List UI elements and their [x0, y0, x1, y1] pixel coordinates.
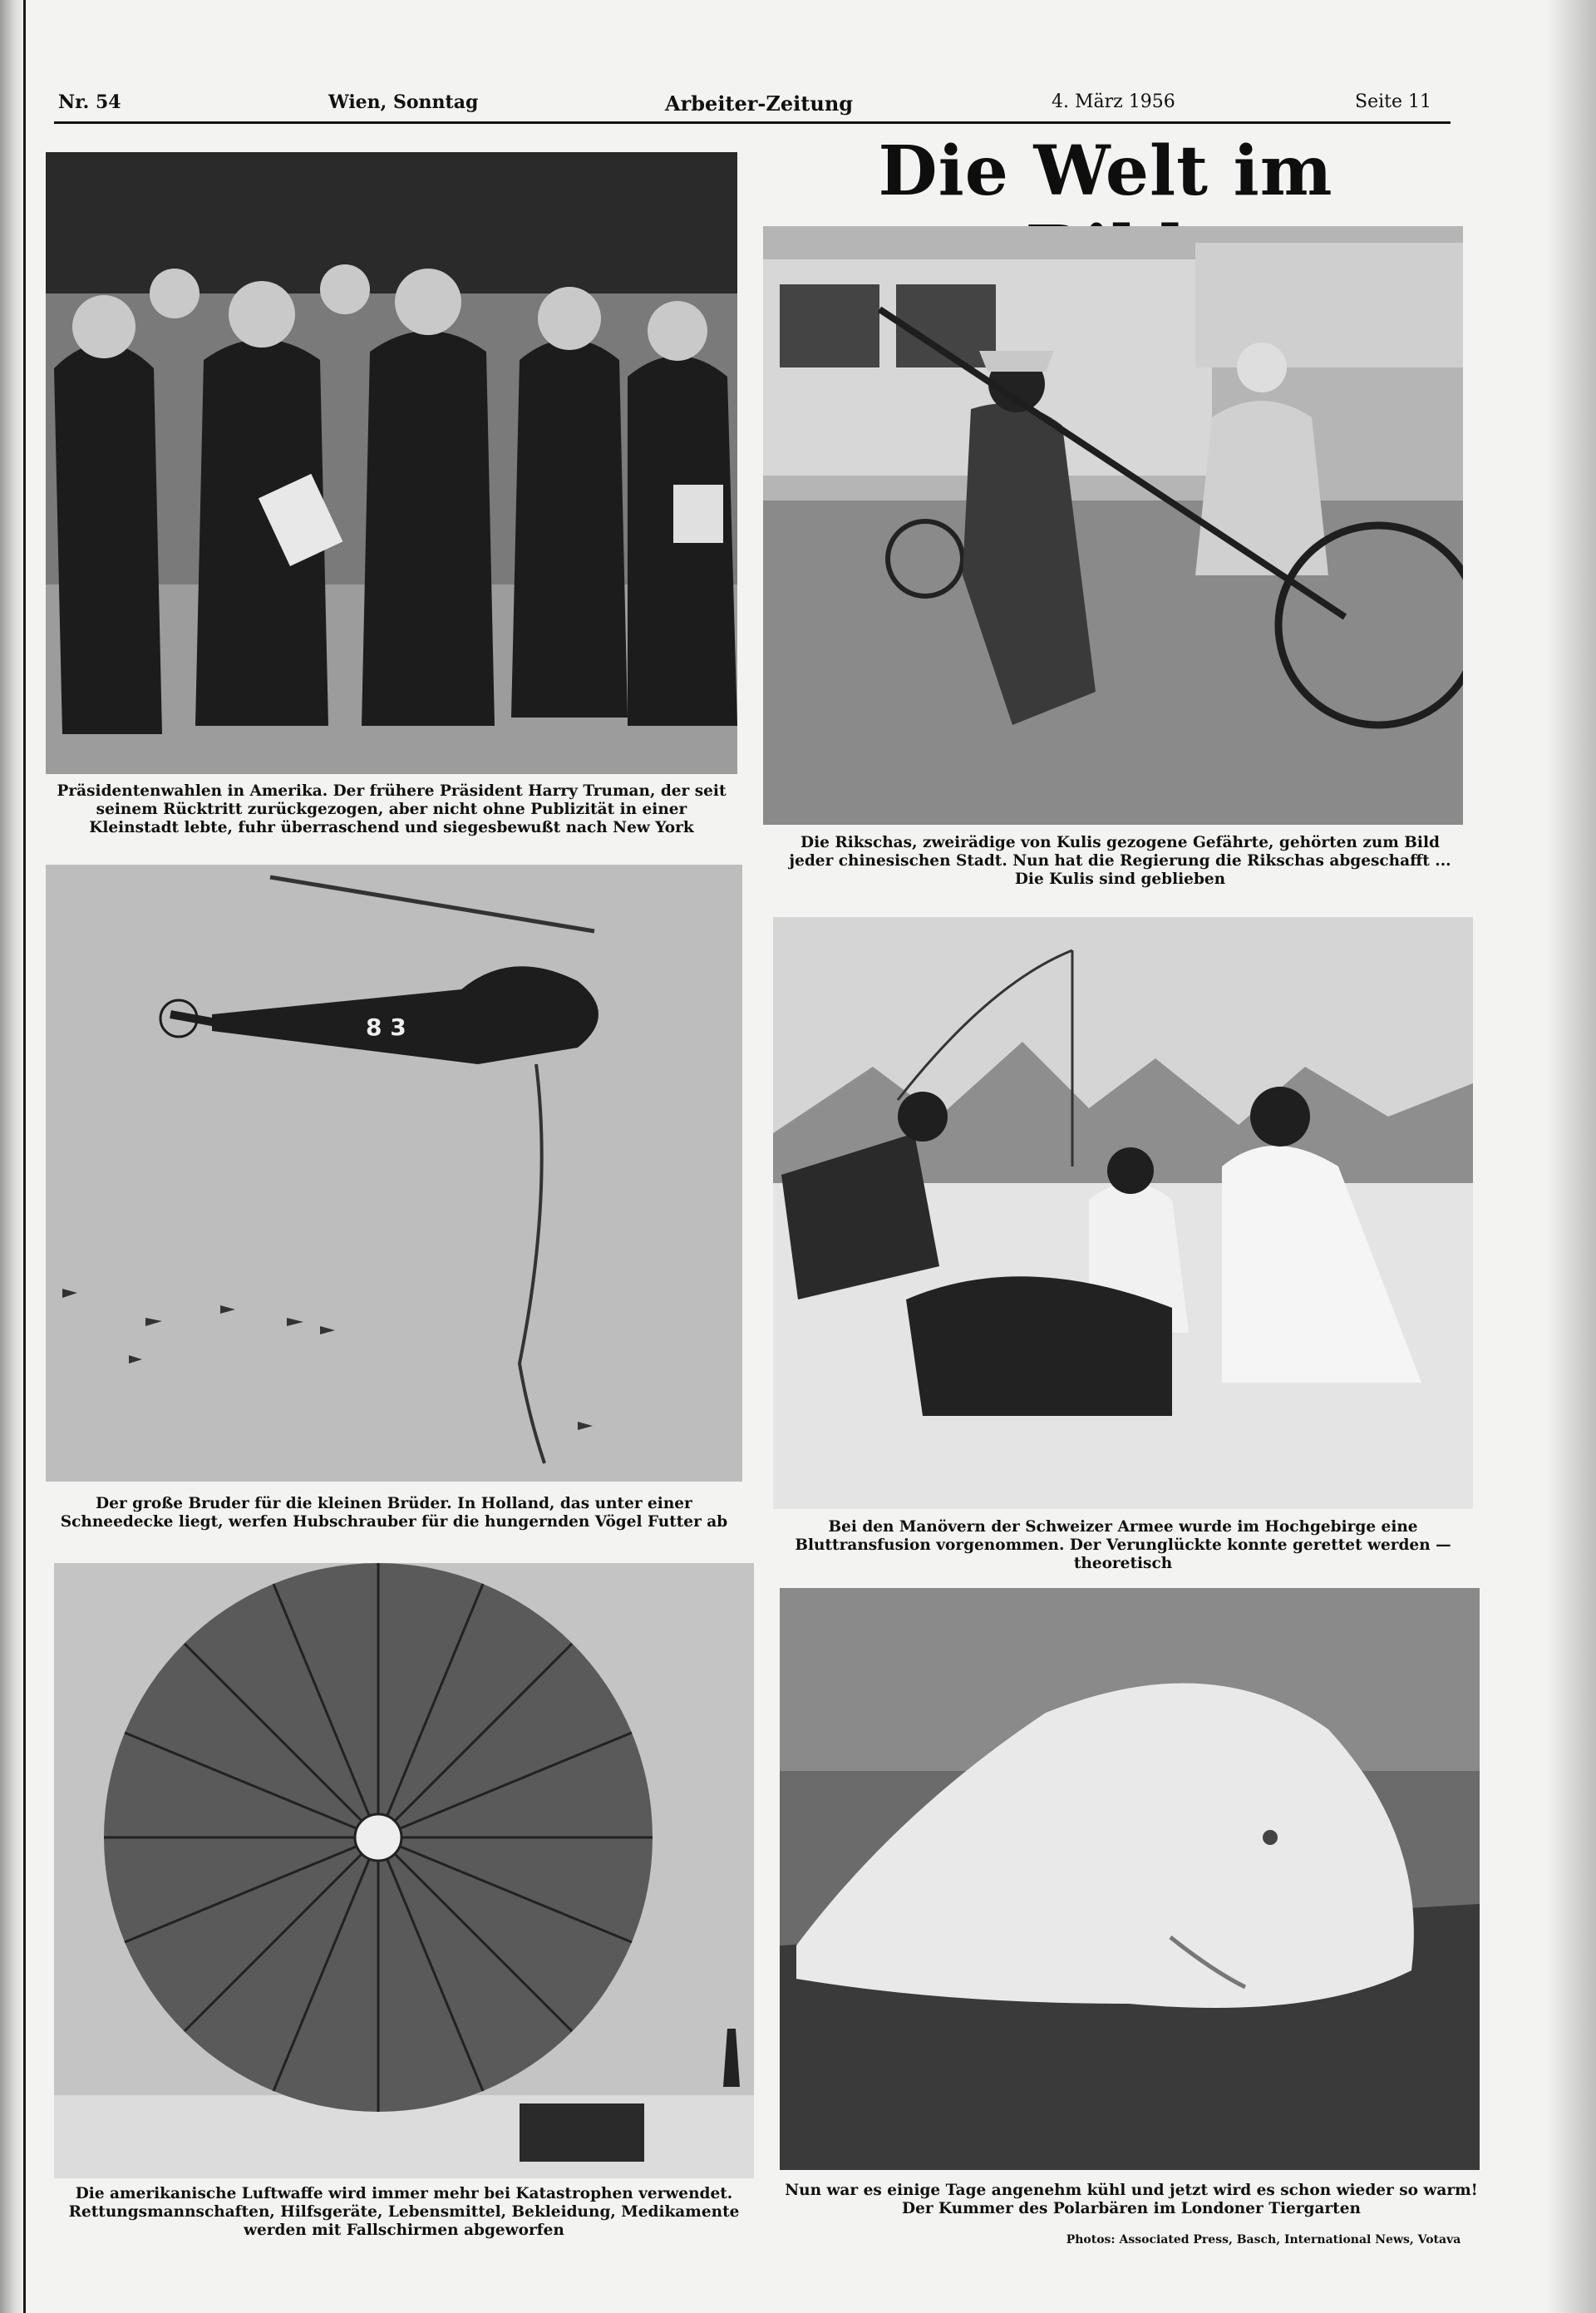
photo-rickshaw — [763, 226, 1463, 825]
newspaper-name: Arbeiter-Zeitung — [665, 91, 854, 116]
issue-date: 4. März 1956 — [1052, 91, 1175, 112]
column-rule — [23, 0, 26, 2313]
photo-parachute — [54, 1563, 754, 2178]
page-edge-left — [0, 0, 23, 2313]
caption-rickshaw: Die Rikschas, zweirädige von Kulis gezogene Gefährte, gehörten zum Bild jeder chinesischen Stadt. Nun hat die Regierung die Rikschas abgeschafft ... Die Kulis sind geblieben — [789, 834, 1451, 888]
photo-truman-group — [46, 152, 737, 774]
helicopter-number: 8 3 — [366, 1013, 406, 1041]
page-number: Seite 11 — [1355, 91, 1431, 112]
photo-polar-bear — [780, 1588, 1480, 2170]
caption-parachute: Die amerikanische Luftwaffe wird immer mehr bei Katastrophen verwendet. Rettungsmannschaften, Hilfsgeräte, Lebensmittel, Bekleidung, Medikamente werden mit Fallschirmen abgeworfen — [68, 2185, 740, 2239]
caption-mountain-soldiers: Bei den Manövern der Schweizer Armee wurde im Hochgebirge eine Bluttransfusion vorgenommen. Der Verunglückte konnte gerettet werden — theoretisch — [795, 1518, 1451, 1572]
caption-polar-bear: Nun war es einige Tage angenehm kühl und jetzt wird es schon wieder so warm! Der Kummer des Polarbären im Londoner Tiergarten — [785, 2182, 1478, 2217]
page-edge-right — [1546, 0, 1596, 2313]
page-title: Die Welt im — [878, 131, 1333, 211]
caption-helicopter: Der große Bruder für die kleinen Brüder. In Holland, das unter einer Schneedecke liegt, werfen Hubschrauber für die hungernden Vögel Futter ab — [60, 1495, 728, 1531]
city-day: Wien, Sonntag — [328, 91, 479, 113]
photo-helicopter — [46, 865, 742, 1482]
issue-number: Nr. 54 — [58, 91, 121, 113]
photo-credit: Photos: Associated Press, Basch, International News, Votava — [1066, 2233, 1461, 2246]
masthead — [54, 83, 1451, 124]
caption-truman: Präsidentenwahlen in Amerika. Der frühere Präsident Harry Truman, der seit seinem Rücktritt zurückgezogen, aber nicht ohne Publizität in einer Kleinstadt lebte, fuhr überraschend und siegesbewußt nach New York — [57, 782, 727, 836]
photo-mountain-soldiers — [773, 917, 1473, 1509]
